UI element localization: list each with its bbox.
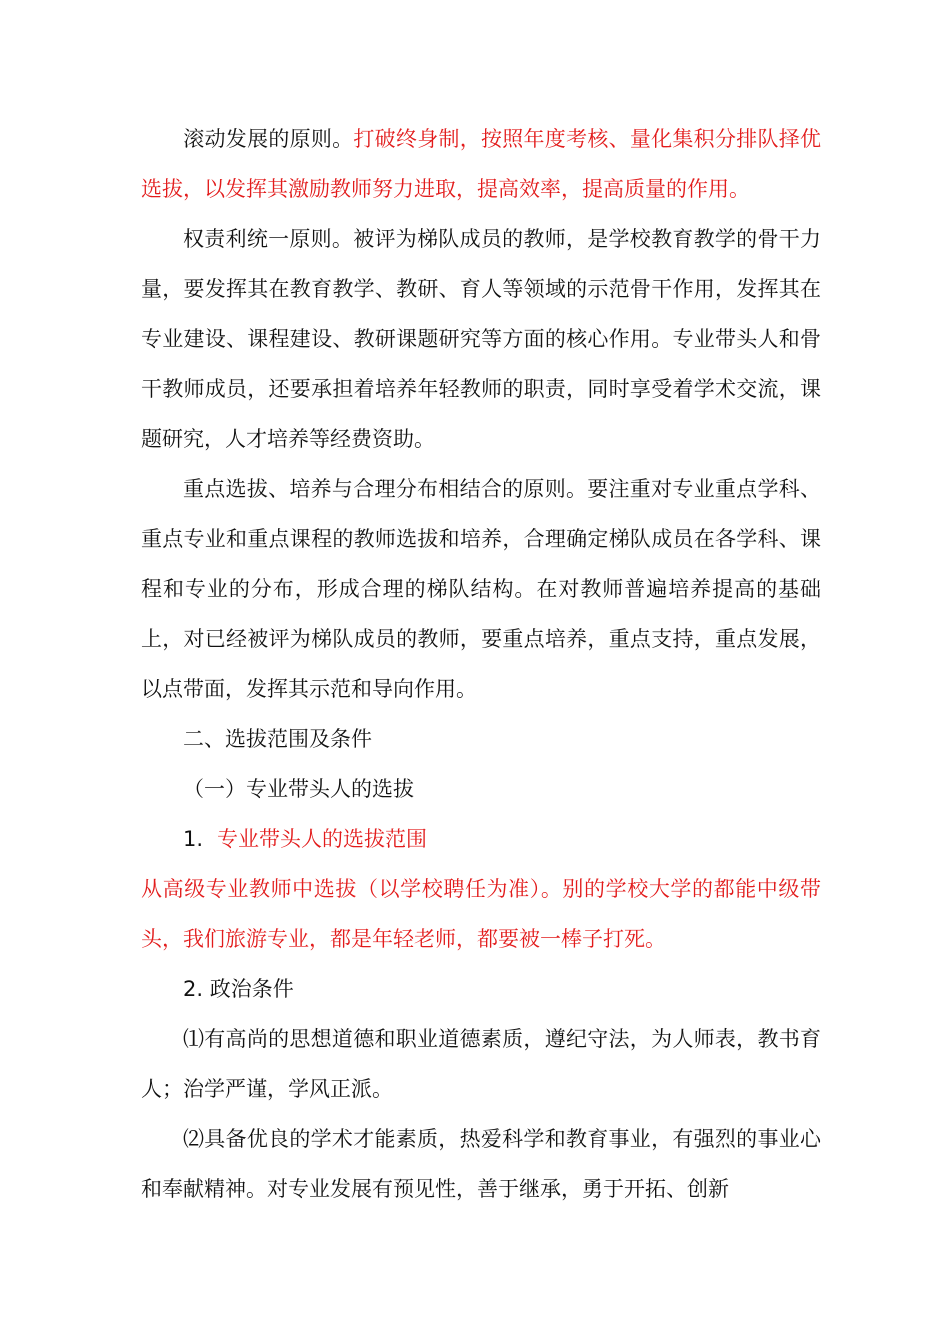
paragraph-rolling-principle <box>141 114 821 214</box>
paragraph-text: 滚动发展的原则。 <box>183 127 354 151</box>
numbered-heading-political: 2. 政治条件 <box>183 977 294 1001</box>
subsection-heading: （一）专业带头人的选拔 <box>183 777 414 801</box>
paragraph-selection-principle: 重点选拔、培养与合理分布相结合的原则。要注重对专业重点学科、重点专业和重点课程的教师选拔和培养，合理确定梯队成员在各学科、课程和专业的分布，形成合理的梯队结构。在对教师普遍培养提高的基础上，对已经被评为梯队成员的教师，要重点培养，重点支持，重点发展，以点带面，发挥其示范和导向作用。 <box>141 477 821 701</box>
paragraph-condition-2: ⑵具备优良的学术才能素质，热爱科学和教育事业，有强烈的事业心和奉献精神。对专业发展有预见性，善于继承，勇于开拓、创新 <box>141 1127 821 1201</box>
item-number: 1. <box>183 827 204 851</box>
section-heading: 二、选拔范围及条件 <box>183 727 372 751</box>
highlighted-text: 打破终身制，按照年度考核、量化集积分排队择优选拔，以发挥其激励教师努力进取，提高效率，提高质量的作用。 <box>141 127 822 201</box>
paragraph-responsibility-principle: 权责利统一原则。被评为梯队成员的教师，是学校教育教学的骨干力量，要发挥其在教育教学、教研、育人等领域的示范骨干作用，发挥其在专业建设、课程建设、教研课题研究等方面的核心作用。专业带头人和骨干教师成员，还要承担着培养年轻教师的职责，同时享受着学术交流，课题研究，人才培养等经费资助。 <box>141 227 821 451</box>
numbered-heading-scope <box>141 814 821 864</box>
paragraph-highlighted-scope: 从高级专业教师中选拔（以学校聘任为准）。别的学校大学的都能中级带头，我们旅游专业，都是年轻老师，都要被一棒子打死。 <box>141 877 821 951</box>
document-body <box>141 114 821 1214</box>
paragraph-condition-1: ⑴有高尚的思想道德和职业道德素质，遵纪守法，为人师表，教书育人；治学严谨，学风正派。 <box>141 1027 821 1101</box>
highlighted-heading: 专业带头人的选拔范围 <box>217 827 428 851</box>
